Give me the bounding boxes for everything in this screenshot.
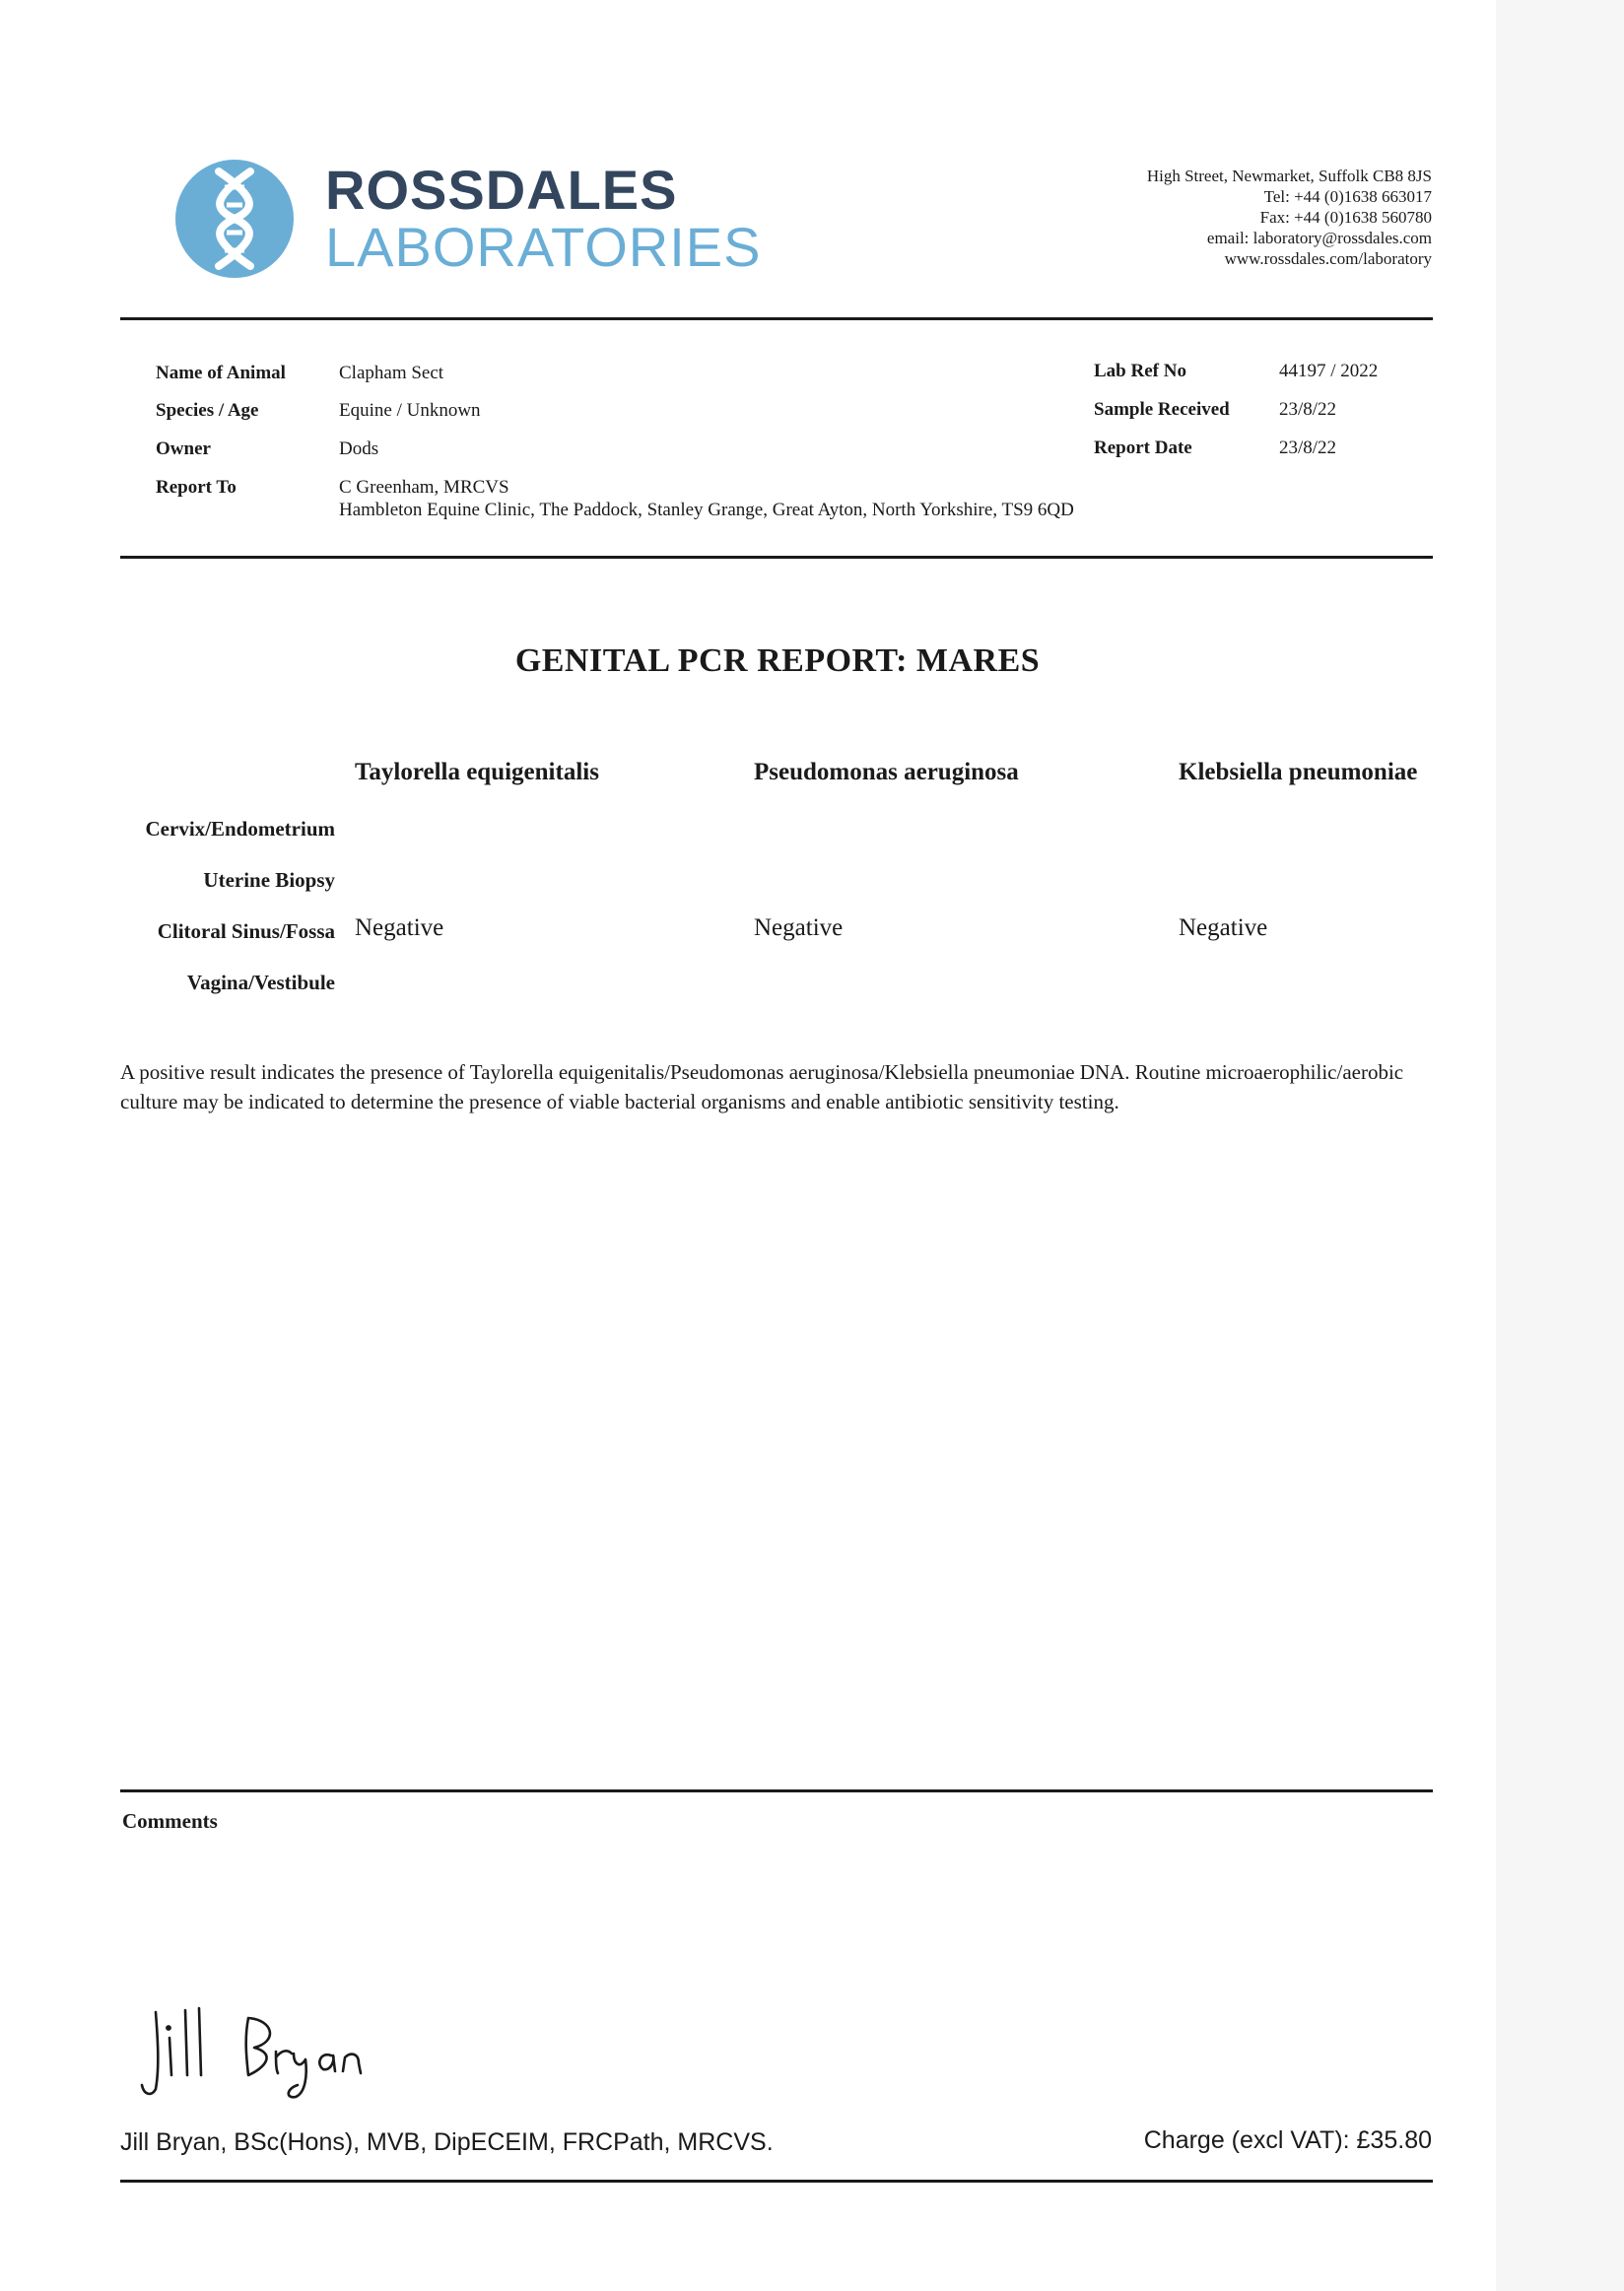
comments-label: Comments — [122, 1809, 218, 1833]
brand-name-line2: LABORATORIES — [325, 216, 762, 278]
signatory-name: Jill Bryan, BSc(Hons), MVB, DipECEIM, FRCPath, MRCVS. — [120, 2128, 774, 2156]
report-to-address: Hambleton Equine Clinic, The Paddock, Stanley Grange, Great Ayton, North Yorkshire, TS9 6QD — [339, 500, 1074, 520]
species-age-value: Equine / Unknown — [339, 400, 481, 421]
row-label-cervix-endometrium: Cervix/Endometrium — [145, 817, 335, 841]
address-tel: Tel: +44 (0)1638 663017 — [1263, 187, 1432, 206]
report-to-value: C Greenham, MRCVS — [339, 477, 509, 498]
address-street: High Street, Newmarket, Suffolk CB8 8JS — [1146, 167, 1432, 185]
report-date-label: Report Date — [1094, 438, 1192, 458]
sample-received-label: Sample Received — [1094, 399, 1230, 420]
column-header-klebsiella: Klebsiella pneumoniae — [1179, 759, 1418, 785]
name-of-animal-value: Clapham Sect — [339, 363, 444, 383]
lab-address-block — [1147, 166, 1432, 269]
owner-value: Dods — [339, 438, 379, 459]
header-divider — [120, 317, 1433, 320]
row-label-uterine-biopsy: Uterine Biopsy — [203, 868, 335, 892]
species-age-label: Species / Age — [156, 400, 259, 421]
handwritten-signature — [138, 1998, 404, 2107]
brand-name-line1: ROSSDALES — [325, 159, 678, 221]
lab-ref-value: 44197 / 2022 — [1279, 361, 1379, 381]
column-header-pseudomonas: Pseudomonas aeruginosa — [754, 759, 1019, 785]
result-taylorella: Negative — [355, 914, 444, 941]
result-klebsiella: Negative — [1179, 914, 1268, 941]
owner-label: Owner — [156, 438, 211, 459]
address-web: www.rossdales.com/laboratory — [1224, 249, 1432, 268]
report-title: GENITAL PCR REPORT: MARES — [514, 642, 1041, 679]
sample-received-value: 23/8/22 — [1279, 399, 1337, 420]
report-date-value: 23/8/22 — [1279, 438, 1337, 458]
dna-logo-icon — [173, 158, 296, 280]
result-pseudomonas: Negative — [754, 914, 844, 941]
address-email: email: laboratory@rossdales.com — [1206, 229, 1432, 247]
row-label-clitoral-sinus-fossa: Clitoral Sinus/Fossa — [157, 919, 335, 943]
lab-ref-label: Lab Ref No — [1094, 361, 1186, 381]
row-label-vagina-vestibule: Vagina/Vestibule — [186, 971, 335, 994]
footer-divider — [120, 2180, 1433, 2183]
report-to-label: Report To — [156, 477, 237, 498]
details-divider — [120, 556, 1433, 559]
interpretation-note: A positive result indicates the presence of Taylorella equigenitalis/Pseudomonas aeruginosa/Klebsiella pneumoniae DNA. Routine microaerophilic/aerobic culture may be indicated to determine the presence of viable bacterial organisms and enable antibiotic sensitivity testing. — [120, 1060, 1404, 1113]
name-of-animal-label: Name of Animal — [156, 363, 286, 383]
charge-amount: Charge (excl VAT): £35.80 — [1143, 2126, 1432, 2154]
address-fax: Fax: +44 (0)1638 560780 — [1259, 208, 1432, 227]
column-header-taylorella: Taylorella equigenitalis — [355, 759, 599, 785]
scan-edge-shading — [1496, 0, 1624, 2291]
comments-divider — [120, 1789, 1433, 1792]
